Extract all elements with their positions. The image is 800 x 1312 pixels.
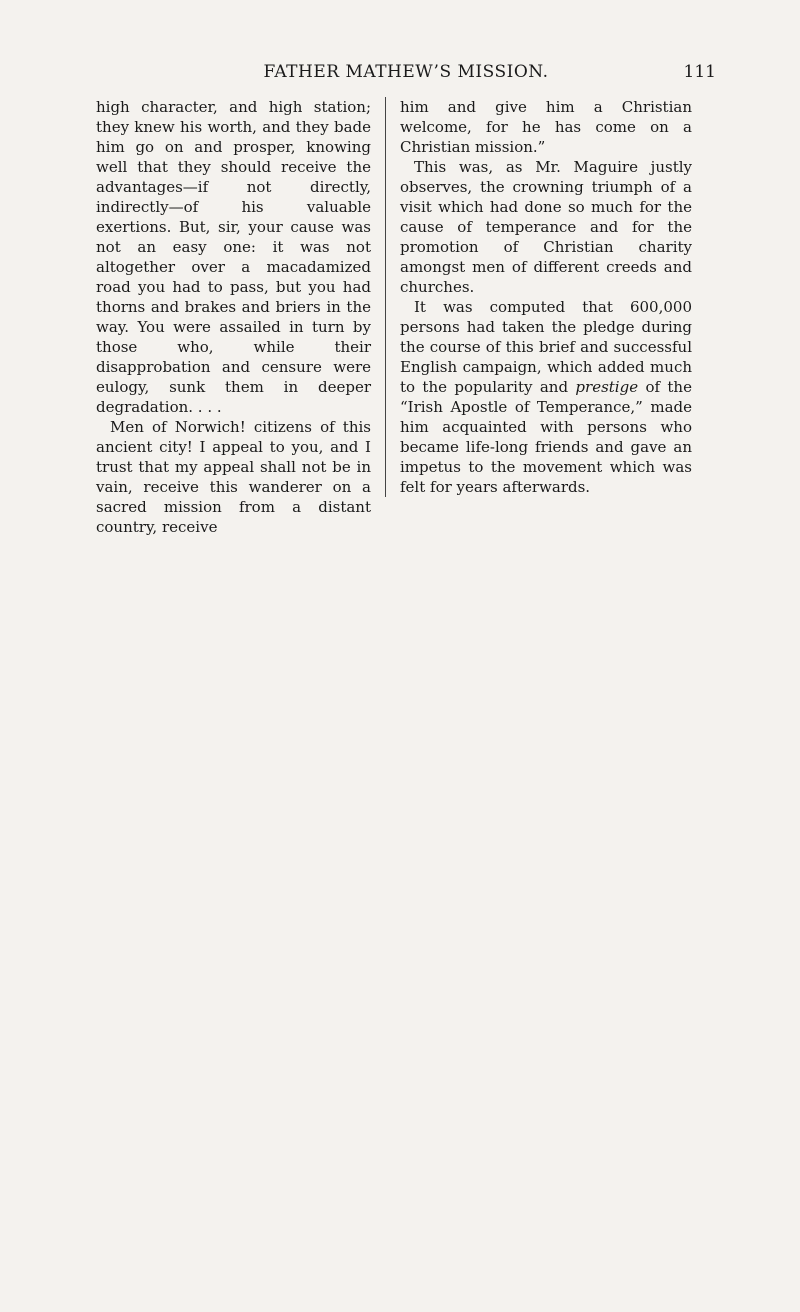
- running-head: [96, 62, 716, 86]
- left-column: [96, 97, 371, 537]
- right-paragraph-3: [400, 297, 692, 497]
- right-paragraph-1: him and give him a Christian welcome, for he has come on a Christian mission.”: [400, 98, 692, 156]
- right-column: [385, 97, 692, 497]
- left-paragraph-2: Men of Norwich! citizens of this ancient city! I appeal to you, and I trust that my appeal shall not be in vain, receive this wanderer on a sacred mission from a distant country, receive: [96, 418, 371, 536]
- running-title: FATHER MATHEW’S MISSION.: [263, 62, 549, 82]
- right-paragraph-2: This was, as Mr. Maguire justly observes, the crowning triumph of a visit which had done so much for the cause of temperance and for the promotion of Christian charity amongst men of different creeds and churches.: [400, 158, 692, 296]
- page-number: 111: [683, 62, 716, 82]
- prestige-word: prestige: [575, 378, 639, 396]
- right-paragraph-3-end: of the “Irish Apostle of Temperance,” made him acquainted with persons who became life-long friends and gave an impetus to the movement which was felt for years afterwards.: [400, 378, 692, 496]
- left-paragraph-1: high character, and high station; they knew his worth, and they bade him go on and prosper, knowing well that they should receive the advantages—if not directly, indirectly—of his valuable exertions. But, sir, your cause was not an easy one: it was not altogether over a macadamized road you had to pass, but you had thorns and brakes and briers in the way. You were assailed in turn by those who, while their disapprobation and censure were eulogy, sunk them in deeper degradation. . . .: [96, 98, 371, 416]
- right-paragraph-3-start: It was computed that 600,000 persons had taken the pledge during the course of this brief and successful English campaign, which added much to the popularity and: [400, 298, 692, 396]
